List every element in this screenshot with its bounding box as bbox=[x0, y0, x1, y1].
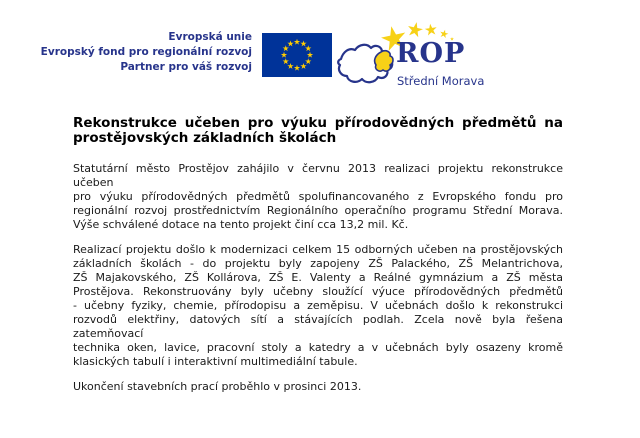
text-line: regionální rozvoj prostřednictvím Regionálního operačního programu Střední Morava. bbox=[73, 204, 563, 217]
rop-acronym: ROP bbox=[396, 38, 466, 69]
eu-text-line-3: Partner pro váš rozvoj bbox=[120, 61, 252, 73]
text-line: základních školách - do projektu byly zapojeny ZŠ Palackého, ZŠ Melantrichova, bbox=[73, 257, 563, 270]
paragraph-realization bbox=[73, 243, 563, 369]
text-line: pro výuku přírodovědných předmětů spolufinancovaného z Evropského fondu pro bbox=[73, 190, 563, 203]
text-line: Realizací projektu došlo k modernizaci celkem 15 odborných učeben na prostějovských bbox=[73, 243, 563, 256]
eu-flag-icon bbox=[262, 33, 332, 77]
rop-logo bbox=[335, 15, 495, 100]
text-line: technika oken, lavice, pracovní stoly a katedry a v učebnách byly osazeny kromě bbox=[73, 341, 563, 354]
document-header bbox=[0, 0, 640, 105]
text-line: - učebny fyziky, chemie, přírodopisu a zeměpisu. V učebnách došlo k rekonstrukci bbox=[73, 299, 563, 312]
closing-line bbox=[73, 380, 563, 394]
text-line: Statutární město Prostějov zahájilo v červnu 2013 realizaci projektu rekonstrukce učeben bbox=[73, 162, 563, 189]
eu-text-line-1: Evropská unie bbox=[168, 31, 252, 43]
text-line: klasických tabulí i interaktivní multimediální tabule. bbox=[73, 355, 358, 368]
rop-region-label: Střední Morava bbox=[397, 74, 485, 88]
text-line: Ukončení stavebních prací proběhlo v prosinci 2013. bbox=[73, 380, 362, 393]
text-line: Výše schválené dotace na tento projekt činí cca 13,2 mil. Kč. bbox=[73, 218, 409, 231]
text-line: rozvodů elektřiny, datových sítí a stávajících podlah. Zcela nově byla řešena zatemňovací bbox=[73, 313, 563, 340]
text-line: ZŠ Majakovského, ZŠ Kollárova, ZŠ E. Valenty a Reálné gymnázium a ZŠ města bbox=[73, 271, 563, 284]
document-body bbox=[73, 116, 563, 405]
text-line: Prostějova. Rekonstruovány byly učebny sloužící výuce přírodovědných předmětů bbox=[73, 285, 563, 298]
title-line: prostějovských základních školách bbox=[73, 130, 337, 146]
paragraph-funding bbox=[73, 162, 563, 232]
eu-text-line-2: Evropský fond pro regionální rozvoj bbox=[40, 46, 252, 58]
stredni-morava-region bbox=[375, 51, 393, 71]
title-line: Rekonstrukce učeben pro výuku přírodovědných předmětů na bbox=[73, 115, 563, 131]
eu-funding-text bbox=[0, 30, 252, 75]
czech-map-icon bbox=[338, 45, 393, 82]
document-title bbox=[73, 116, 563, 146]
